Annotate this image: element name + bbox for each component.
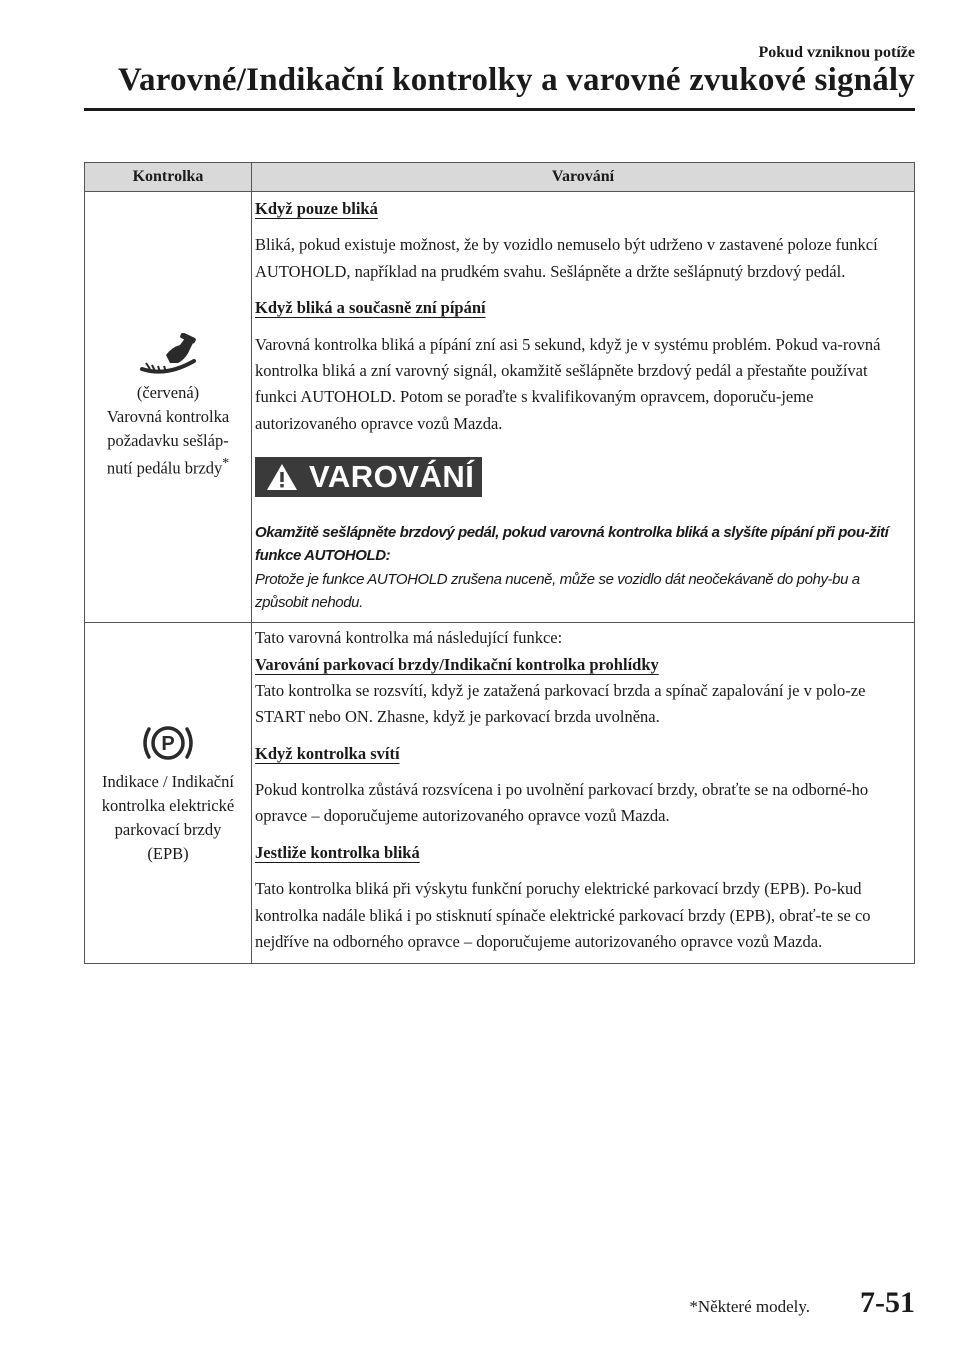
indicator-name-line: (EPB) [147,844,189,864]
subheading: Když kontrolka svítí [255,743,400,763]
indicator-name-line: požadavku sešláp- [107,431,229,451]
table-row [85,623,915,964]
warning-badge [255,457,482,497]
subheading: Jestliže kontrolka bliká [255,842,420,862]
warning-triangle-icon [265,462,299,492]
warning-badge-label: VAROVÁNÍ [309,459,475,495]
subheading: Varování parkovací brzdy/Indikační kontrolka prohlídky [255,654,659,674]
subheading: Když pouze bliká [255,199,378,218]
paragraph: Varovná kontrolka bliká a pípání zní asi 5 sekund, když je v systému problém. Pokud va-rovná kontrolka bliká a zní varovný signál, okamžitě sešlápněte brzdový pedál a přestaňte používat funkci AUTOHOLD. Potom se poraďte s kvalifikovaným opravcem, doporuču-jeme autorizovaného opravce vozů Mazda. [255,334,881,433]
section-title: Pokud vzniknou potíže [758,44,915,61]
indicator-cell [85,623,252,964]
parking-brake-p-icon [138,720,198,766]
paragraph: Tato kontrolka bliká při výskytu funkční poruchy elektrické parkovací brzdy (EPB). Po-kud kontrolka nadále bliká i po stisknutí spínače elektrické parkovací brzdy (EPB), obrať-te se co nejdříve na odborného opravce – doporučujeme autorizovaného opravce vozů Mazda. [255,879,871,952]
footnote-mark: * [222,455,230,471]
indicator-name-line: parkovací brzdy [114,820,222,840]
indicator-name-line: Indikace / Indikační [102,772,234,792]
warning-bold-text: Okamžitě sešlápněte brzdový pedál, pokud varovná kontrolka bliká a slyšíte pípání při pou-žití funkce AUTOHOLD: [255,524,889,565]
footnote: *Některé modely. [689,1297,810,1316]
indicator-name-line: kontrolka elektrické [101,796,235,816]
brake-pedal-request-icon [136,333,200,377]
column-header-indicator: Kontrolka [85,163,252,192]
warning-cell [252,192,915,623]
table-row [85,192,915,623]
table-header-row [85,163,915,192]
indicator-name-line: nutí pedálu brzdy* [106,455,230,478]
indicator-table [84,162,915,964]
paragraph: Tato kontrolka se rozsvítí, když je zatažená parkovací brzda a spínač zapalování je v polo-ze START nebo ON. Zhasne, když je parkovací brzda uvolněna. [255,680,866,727]
svg-text:P: P [161,733,175,756]
header-divider [84,108,915,111]
warning-italic-text: Protože je funkce AUTOHOLD zrušena nuceně, může se vozidlo dát neočekávaně do pohy-bu a způsobit nehodu. [255,570,860,611]
warning-cell [252,623,915,964]
paragraph: Tato varovná kontrolka má následující funkce: [255,628,563,648]
indicator-cell [85,192,252,623]
warning-text [255,521,908,614]
indicator-color-label: (červená) [136,383,200,403]
paragraph: Pokud kontrolka zůstává rozsvícena i po uvolnění parkovací brzdy, obraťte se na odborné-ho opravce – doporučujeme autorizovaného opravce vozů Mazda. [255,780,869,826]
paragraph: Bliká, pokud existuje možnost, že by vozidlo nemuselo být udrženo v zastavené poloze funkcí AUTOHOLD, například na prudkém svahu. Sešlápněte a držte sešlápnutý brzdový pedál. [255,235,878,281]
page-number: 7-51 [860,1286,915,1319]
column-header-warning: Varování [252,163,915,192]
subheading: Když bliká a současně zní pípání [255,298,486,318]
indicator-name-line: Varovná kontrolka [106,407,230,427]
page-title: Varovné/Indikační kontrolky a varovné zvukové signály [118,62,915,98]
